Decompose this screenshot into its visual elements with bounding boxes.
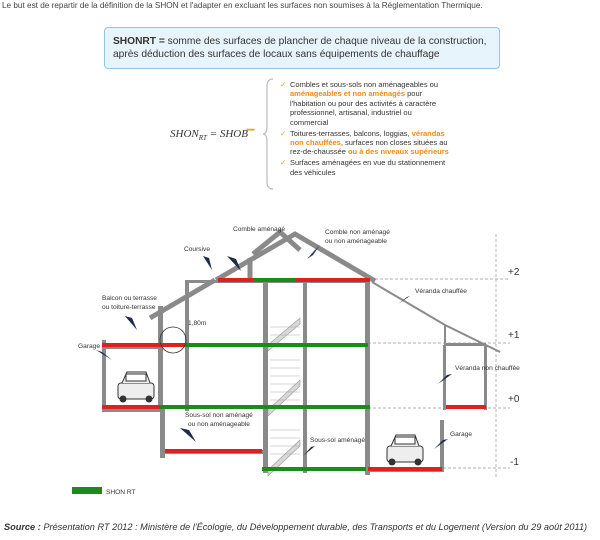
pointer-arrows	[96, 245, 452, 456]
source-label: Source :	[4, 522, 41, 532]
label-garage-left: Garage	[78, 343, 100, 350]
slab-excluded	[368, 467, 442, 471]
label-coursive: Coursive	[184, 246, 211, 253]
slab-excluded	[295, 278, 370, 282]
formula-right: = SHOB	[206, 128, 248, 140]
intro-text: Le but est de repartir de la définition de la SHON et l'adapter en excluant les surfaces non soumises à la Réglementation Thermique.	[2, 1, 483, 10]
label-garage-right: Garage	[450, 431, 472, 438]
label-sous-sol-non-amenage: Sous-sol non aménagé	[185, 412, 253, 419]
height-label: 1,80m	[188, 320, 207, 327]
formula-sub: RT	[198, 134, 207, 143]
label-sous-sol-amenage: Sous-sol aménagé	[310, 437, 365, 444]
slab-excluded	[165, 449, 262, 453]
slab-excluded	[102, 343, 185, 347]
slab-veranda	[446, 343, 486, 346]
arrow-icon	[308, 246, 318, 258]
staircase	[268, 318, 300, 476]
label-sous-sol-non-amenageable: ou non aménageable	[188, 421, 250, 428]
slab-excluded	[446, 405, 486, 409]
car-icon	[118, 372, 154, 402]
legend-label: SHON RT	[106, 489, 136, 496]
label-comble-non-amenageable: ou non aménageable	[325, 238, 387, 245]
slab-shon-rt	[253, 278, 295, 282]
arrow-icon	[180, 428, 196, 442]
label-toiture-terrasse: ou toiture-terrasse	[102, 304, 156, 311]
check-icon: ✓	[280, 158, 287, 168]
slab-shon-rt	[160, 405, 370, 409]
car-icon	[387, 435, 423, 465]
slab-shon-rt	[262, 467, 366, 471]
definition-term: SHONRT =	[113, 36, 165, 47]
check-icon: ✓	[280, 80, 287, 89]
definition-text: somme des surfaces de plancher de chaque niveau de la construction, après déduction des surfaces de locaux sans équipements de chauffage	[113, 36, 487, 60]
list-item: ✓ Toitures-terrasses, balcons, loggias, vérandas non chauffées, surfaces non closes situées au rez-de-chaussée ou à des niveaux supérieurs	[280, 128, 449, 157]
level-label: +0	[508, 394, 520, 405]
list-item: ✓ Surfaces aménagées en vue du stationnement des véhicules	[280, 158, 446, 177]
slab-excluded	[102, 405, 162, 409]
formula-left: SHON	[170, 128, 199, 140]
slab-excluded	[218, 278, 253, 282]
level-label: -1	[510, 457, 519, 468]
source-text: Présentation RT 2012 : Ministère de l'Écologie, du Développement durable, des Transports et du Logement (Version du 29 août 2011)	[40, 522, 588, 532]
arrow-icon	[203, 256, 212, 270]
check-icon: ✓	[280, 128, 287, 138]
label-veranda-chauffee: Véranda chauffée	[415, 288, 467, 295]
label-veranda-non-chauffee: Véranda non chauffée	[455, 365, 520, 372]
level-label: +1	[508, 330, 520, 341]
level-label: +2	[508, 267, 520, 278]
label-balcon: Balcon ou terrasse	[102, 295, 157, 302]
source-note	[4, 522, 587, 532]
slab-shon-rt	[185, 343, 368, 347]
level-lines	[368, 279, 510, 468]
formula-minus: −	[246, 122, 256, 139]
label-comble-non-amenage: Comble non aménagé	[325, 229, 390, 236]
list-item: ✓ Combles et sous-sols non aménageables ou aménageables et non aménagés pour l'habitation ou pour des activités à caractère professionnel, artisanal, industriel ou commercial	[280, 80, 439, 127]
legend-swatch	[72, 487, 102, 494]
arrow-icon	[125, 316, 137, 330]
height-marker-icon	[160, 327, 186, 353]
label-comble-amenage: Comble aménagé	[233, 226, 286, 233]
